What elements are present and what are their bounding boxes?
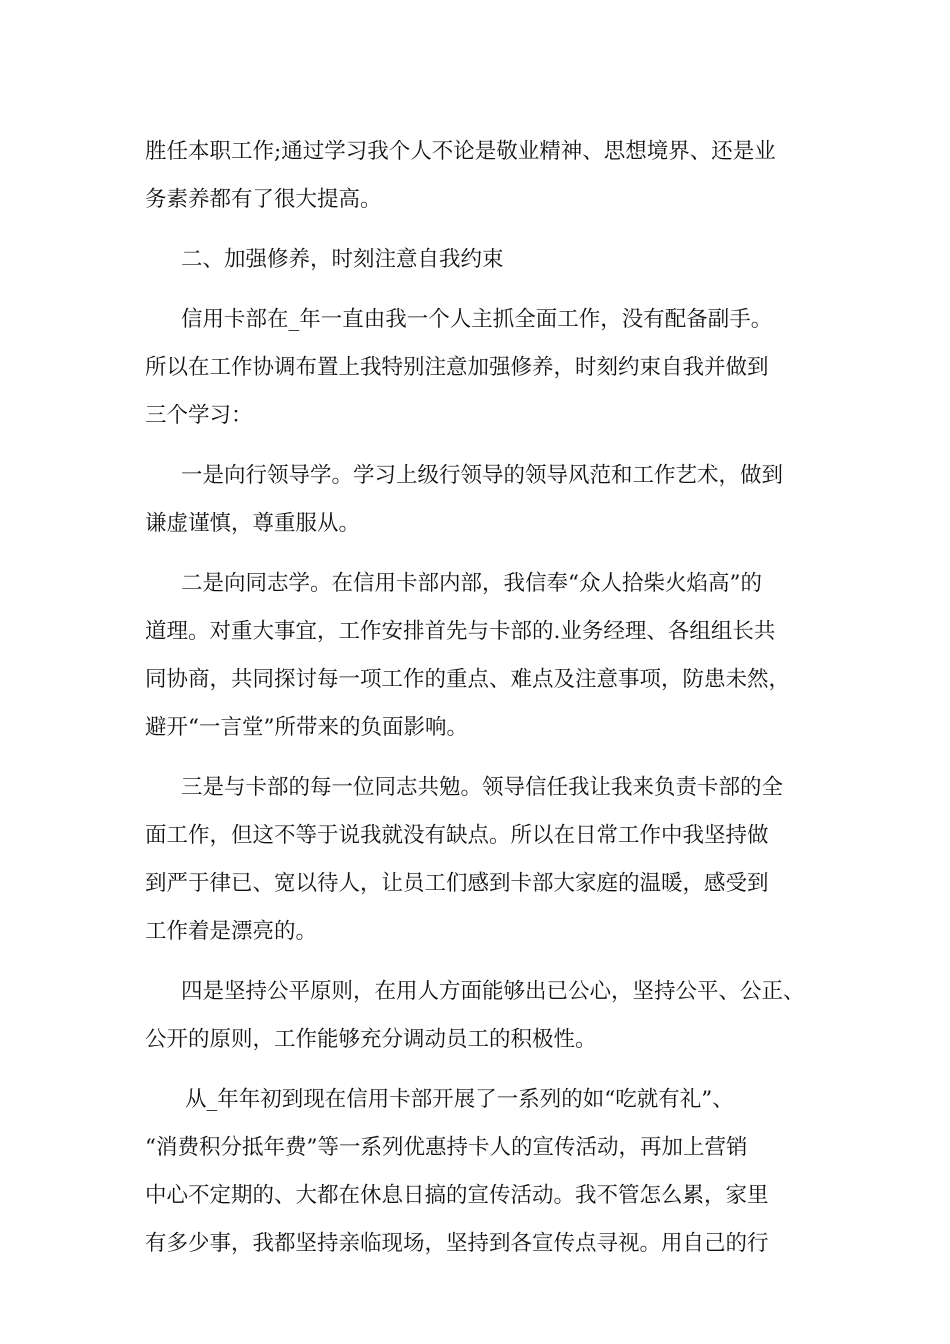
text-line: 三是与卡部的每一位同志共勉。领导信任我让我来负责卡部的全 — [181, 775, 784, 800]
text-line: 道理。对重大事宜，工作安排首先与卡部的.业务经理、各组组长共 — [145, 619, 776, 644]
text-line: 避开“一言堂”所带来的负面影响。 — [145, 715, 468, 740]
text-line: 务素养都有了很大提高。 — [145, 187, 382, 212]
text-line: 胜任本职工作;通过学习我个人不论是敬业精神、思想境界、还是业 — [145, 139, 776, 164]
text-line: 公开的原则，工作能够充分调动员工的积极性。 — [145, 1027, 597, 1052]
text-line: 三个学习： — [145, 403, 253, 428]
text-line: 一是向行领导学。学习上级行领导的领导风范和工作艺术，做到 — [181, 463, 784, 488]
text-line: 二是向同志学。在信用卡部内部，我信奉“众人拾柴火焰高”的 — [181, 571, 762, 596]
text-line: “消费积分抵年费”等一系列优惠持卡人的宣传活动，再加上营销 — [145, 1135, 748, 1160]
text-line: 信用卡部在_年一直由我一个人主抓全面工作，没有配备副手。 — [181, 307, 773, 332]
text-line: 所以在工作协调布置上我特别注意加强修养，时刻约束自我并做到 — [145, 355, 769, 380]
text-line: 同协商，共同探讨每一项工作的重点、难点及注意事项，防患未然， — [145, 667, 791, 692]
text-line: 面工作，但这不等于说我就没有缺点。所以在日常工作中我坚持做 — [145, 823, 769, 848]
text-line: 到严于律已、宽以待人，让员工们感到卡部大家庭的温暖，感受到 — [145, 871, 769, 896]
text-line: 有多少事，我都坚持亲临现场，坚持到各宣传点寻视。用自己的行 — [145, 1231, 769, 1256]
text-line: 谦虚谨慎，尊重服从。 — [145, 511, 361, 536]
body-text — [145, 128, 825, 1268]
text-line: 四是坚持公平原则，在用人方面能够出已公心，坚持公平、公正、 — [181, 979, 805, 1004]
text-line: 中心不定期的、大都在休息日搞的宣传活动。我不管怎么累，家里 — [145, 1183, 769, 1208]
text-line: 二、加强修养，时刻注意自我约束 — [181, 247, 504, 272]
text-line: 工作着是漂亮的。 — [145, 919, 318, 944]
text-line: 从_年年初到现在信用卡部开展了一系列的如“吃就有礼”、 — [185, 1087, 734, 1112]
